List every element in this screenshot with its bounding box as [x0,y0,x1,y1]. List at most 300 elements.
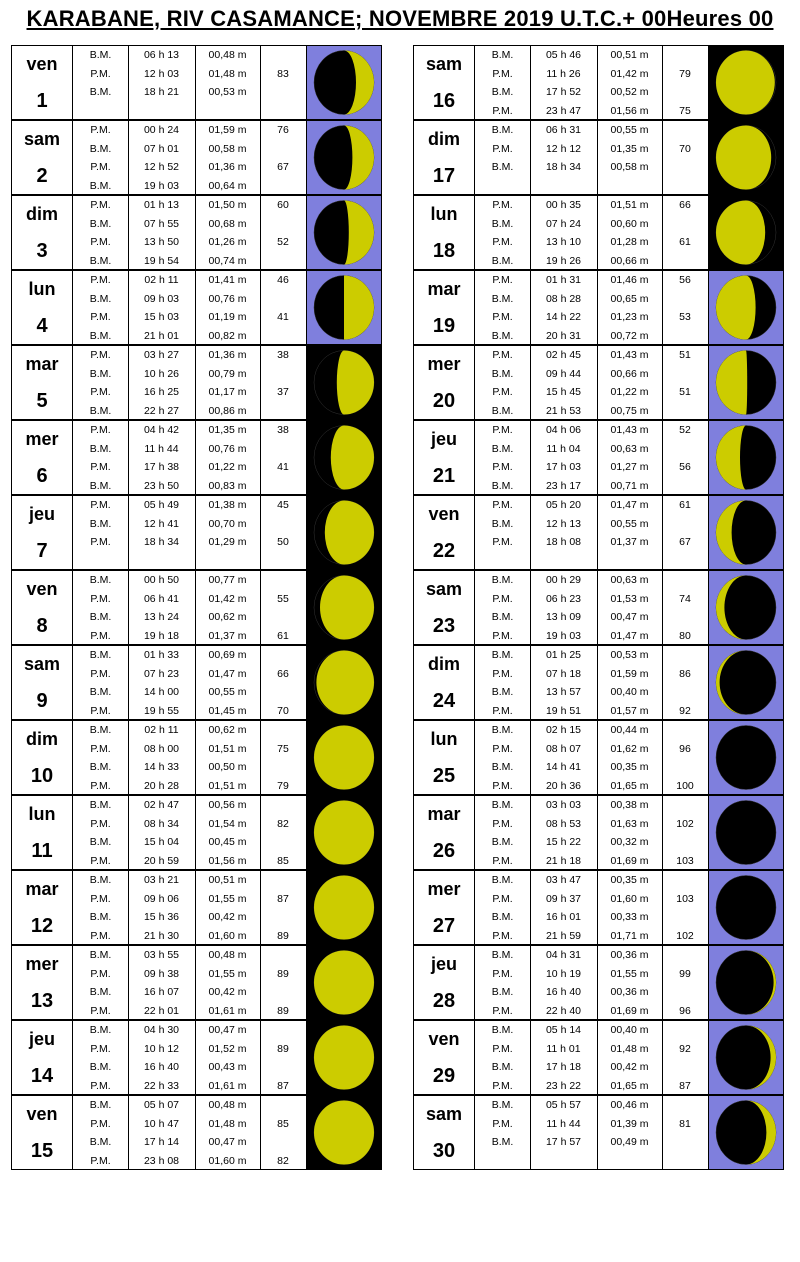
tide-time: 03 h 21 [143,874,180,886]
moon-phase-cell [709,271,783,344]
tide-coefficient: 87 [679,1079,691,1092]
tide-coefficient [663,721,707,740]
tide-type: B.M. [89,329,112,342]
tide-height: 01,35 m [208,424,247,436]
tide-coefficient [663,121,707,140]
tide-type: P.M. [492,104,513,117]
tide-coefficient: 92 [679,704,691,717]
day-cell [12,196,73,269]
moon-phase-icon [709,571,783,644]
tide-height: 00,62 m [208,611,247,623]
tide-time: 23 h 08 [143,1154,180,1167]
tide-type: B.M. [491,686,514,698]
tide-coefficient [663,796,707,815]
moon-phase-icon [709,496,783,569]
day-name: mar [25,879,59,899]
moon-phase-cell [307,946,381,1019]
tide-type: B.M. [89,1099,112,1111]
tide-type: P.M. [492,536,513,548]
day-row [413,270,784,345]
tide-time: 08 h 53 [545,817,582,830]
tide-time: 10 h 47 [143,1117,180,1130]
tide-coefficient [663,758,707,777]
tide-time: 18 h 34 [545,161,582,173]
tide-time: 16 h 01 [545,911,582,923]
tide-time: 17 h 03 [545,461,582,473]
tide-height: 00,42 m [610,1061,649,1073]
day-name: dim [25,204,58,224]
tide-time: 20 h 28 [143,779,180,792]
tide-height: 00,69 m [208,649,247,661]
tide-type: B.M. [89,1061,112,1073]
moon-phase-icon [709,196,783,269]
tide-time: 14 h 22 [545,311,582,323]
tide-coefficient [261,1021,305,1040]
tide-type: P.M. [492,817,513,830]
tide-height: 01,48 m [208,67,247,80]
moon-phase-icon [307,346,381,419]
moon-phase-icon [307,871,381,944]
moon-phase-icon [307,571,381,644]
tide-coefficient [663,1096,707,1115]
tide-coefficient: 41 [277,461,289,473]
moon-phase-icon [709,421,783,494]
day-number: 5 [36,390,48,412]
tide-time: 21 h 30 [143,929,180,942]
tide-time: 09 h 38 [143,967,180,980]
day-cell [414,121,475,194]
tide-type: B.M. [491,611,514,623]
tide-height: 01,71 m [610,929,649,942]
day-name: dim [427,654,460,674]
tide-coefficient: 70 [679,142,691,155]
tide-type: B.M. [491,161,514,173]
tide-time: 19 h 03 [545,629,582,642]
tide-height: 01,35 m [610,142,649,155]
tide-coefficient [663,46,707,65]
tide-time: 09 h 44 [545,367,582,380]
moon-phase-cell [709,421,783,494]
day-row [11,270,382,345]
tide-time: 11 h 44 [546,1117,581,1130]
tide-type: P.M. [90,1042,111,1055]
tide-height: 01,39 m [610,1117,649,1130]
tide-type: P.M. [90,704,111,717]
tide-type: B.M. [491,217,514,230]
tide-coefficient: 86 [679,667,691,680]
tide-type: B.M. [89,874,112,886]
day-number: 12 [30,915,54,937]
day-name: lun [430,729,458,749]
moon-phase-icon [709,946,783,1019]
tide-type: B.M. [491,836,514,848]
tide-coefficient [663,683,707,702]
tide-time: 14 h 41 [545,761,582,773]
tide-type: B.M. [491,724,514,736]
tide-type: B.M. [491,404,514,417]
day-row [11,1020,382,1095]
tide-type: P.M. [90,629,111,642]
tide-type: B.M. [89,86,112,98]
moon-phase-cell [307,1021,381,1094]
tide-height: 01,42 m [610,67,649,80]
tide-type: B.M. [89,761,112,773]
tide-time: 22 h 40 [545,1004,582,1017]
tide-height: 00,76 m [208,442,247,455]
tide-coefficient [663,365,707,384]
tide-type: B.M. [491,124,514,136]
day-cell [414,796,475,869]
moon-phase-cell [307,871,381,944]
day-row [11,120,382,195]
day-cell [414,946,475,1019]
day-cell [414,271,475,344]
day-cell [12,346,73,419]
tide-type: P.M. [90,779,111,792]
day-cell [12,646,73,719]
tide-coefficient: 96 [679,1004,691,1017]
tide-height: 00,47 m [208,1136,247,1148]
tide-type: B.M. [491,874,514,886]
day-number: 19 [432,315,456,337]
tide-coefficient [261,683,305,702]
tide-type: B.M. [491,1099,514,1111]
tide-time: 19 h 55 [143,704,180,717]
tide-coefficient [663,833,707,852]
tide-coefficient [663,1058,707,1077]
tide-time: 14 h 00 [143,686,180,698]
tide-height: 01,48 m [610,1042,649,1055]
tide-type: B.M. [491,1024,514,1036]
tide-time: 12 h 41 [143,517,180,530]
tide-height: 00,38 m [610,799,649,811]
tide-coefficient: 87 [277,892,289,905]
day-number: 24 [432,690,456,712]
tide-type: P.M. [90,1117,111,1130]
tide-coefficient: 79 [679,67,691,80]
day-row [11,45,382,120]
tide-height: 00,36 m [610,949,649,961]
tide-type: B.M. [89,836,112,848]
day-number: 23 [432,615,456,637]
tide-height: 01,62 m [610,742,649,755]
tide-height: 00,56 m [208,799,247,811]
moon-phase-icon [307,1096,381,1169]
tide-height: 01,47 m [610,499,649,511]
tide-height: 00,72 m [610,329,649,342]
tide-time: 04 h 30 [143,1024,180,1036]
tide-time: 11 h 01 [546,1042,581,1055]
tide-coefficient: 70 [277,704,289,717]
moon-phase-cell [307,421,381,494]
tide-time: 10 h 12 [143,1042,180,1055]
day-number: 28 [432,990,456,1012]
tide-coefficient: 89 [277,929,289,942]
tide-type: P.M. [90,742,111,755]
moon-phase-icon [709,1096,783,1169]
tide-time: 19 h 03 [143,179,180,192]
tide-time: 07 h 01 [143,142,180,155]
tide-coefficient: 53 [679,311,691,323]
tide-time: 12 h 12 [545,142,582,155]
tide-type: P.M. [90,499,111,511]
day-number: 11 [31,840,53,862]
page-title: KARABANE, RIV CASAMANCE; NOVEMBRE 2019 U.T.C.+ 00Heures 00 [26,6,774,31]
tide-height: 01,56 m [208,854,247,867]
tide-coefficient: 99 [679,967,691,980]
tide-type: B.M. [491,479,514,492]
tide-type: P.M. [492,967,513,980]
tide-time: 08 h 28 [545,292,582,305]
tide-type: P.M. [492,499,513,511]
tide-height: 01,65 m [610,1079,649,1092]
tide-type: B.M. [89,292,112,305]
tide-type: P.M. [492,892,513,905]
tide-time: 17 h 52 [545,86,582,98]
tide-coefficient [663,477,707,496]
day-cell [12,421,73,494]
tide-height: 01,28 m [610,236,649,248]
tide-coefficient: 51 [679,386,691,398]
tide-type: P.M. [90,929,111,942]
tide-time: 13 h 24 [143,611,180,623]
tide-coefficient [261,983,305,1002]
tide-coefficient: 41 [277,311,289,323]
moon-phase-icon [709,121,783,194]
tide-time: 18 h 08 [545,536,582,548]
day-name: mar [427,804,461,824]
tide-type: B.M. [491,292,514,305]
tide-type: P.M. [492,1042,513,1055]
tide-type: B.M. [491,574,514,586]
tide-type: B.M. [89,142,112,155]
tide-time: 11 h 44 [144,442,179,455]
tide-height: 00,33 m [610,911,649,923]
tide-height: 01,38 m [208,499,247,511]
tide-coefficient [261,83,305,102]
day-number: 10 [30,765,54,787]
day-number: 6 [36,465,48,487]
day-number: 16 [432,90,456,112]
tide-time: 12 h 03 [143,67,180,80]
tide-height: 01,55 m [208,967,247,980]
tide-time: 00 h 24 [143,124,180,136]
tide-type: P.M. [90,817,111,830]
tide-type: P.M. [492,461,513,473]
tide-type: B.M. [89,479,112,492]
moon-phase-icon [307,271,381,344]
tide-type: P.M. [492,592,513,605]
tide-height: 00,76 m [208,292,247,305]
tide-type: P.M. [90,274,111,286]
tide-type: B.M. [491,86,514,98]
tide-height: 00,60 m [610,217,649,230]
tide-type: P.M. [90,1154,111,1167]
tide-coefficient: 38 [277,424,289,436]
tide-coefficient [663,440,707,459]
tide-type: P.M. [492,274,513,286]
moon-phase-icon [709,46,783,119]
tide-height: 01,22 m [208,461,247,473]
tide-coefficient [663,983,707,1002]
tide-type: B.M. [89,574,112,586]
tide-type: B.M. [491,649,514,661]
tide-coefficient [261,177,305,196]
tide-type: B.M. [491,254,514,267]
tide-coefficient [261,796,305,815]
tide-type: P.M. [90,349,111,361]
moon-phase-cell [307,796,381,869]
tide-time: 15 h 03 [143,311,180,323]
tide-height: 01,60 m [208,1154,247,1167]
tide-coefficient: 85 [277,854,289,867]
tide-coefficient: 60 [277,199,289,211]
day-cell [414,346,475,419]
tide-type: B.M. [491,329,514,342]
moon-phase-cell [307,1096,381,1169]
moon-phase-cell [307,271,381,344]
tide-type: B.M. [491,986,514,998]
tide-time: 12 h 52 [143,161,180,173]
day-cell [414,1021,475,1094]
day-row [11,795,382,870]
day-name: jeu [430,954,457,974]
tide-coefficient [261,1096,305,1115]
tide-time: 17 h 18 [545,1061,582,1073]
tide-coefficient: 103 [676,892,694,905]
tide-time: 17 h 38 [143,461,180,473]
tide-coefficient [261,571,305,590]
moon-phase-cell [709,571,783,644]
tide-height: 01,59 m [208,124,247,136]
tide-height: 01,37 m [208,629,247,642]
tide-height: 01,61 m [208,1079,247,1092]
tide-time: 17 h 57 [545,1136,582,1148]
tide-height: 00,44 m [610,724,649,736]
day-name: sam [425,579,463,599]
tide-time: 21 h 01 [143,329,180,342]
tide-coefficient [261,608,305,627]
tide-coefficient [663,290,707,309]
moon-phase-icon [709,646,783,719]
tide-height: 00,75 m [610,404,649,417]
tide-height: 00,79 m [208,367,247,380]
tide-time: 07 h 55 [143,217,180,230]
tide-time: 09 h 06 [143,892,180,905]
tide-time: 15 h 36 [143,911,180,923]
tide-type: P.M. [492,1117,513,1130]
tide-type: P.M. [492,629,513,642]
tide-type: B.M. [491,442,514,455]
tide-time: 23 h 22 [545,1079,582,1092]
tide-coefficient: 61 [679,499,691,511]
tide-type: P.M. [492,349,513,361]
day-name: lun [430,204,458,224]
tide-height: 00,35 m [610,874,649,886]
tide-type: B.M. [89,799,112,811]
tide-height: 00,48 m [208,49,247,61]
tide-time: 10 h 19 [545,967,582,980]
tide-type: B.M. [89,611,112,623]
tide-type: P.M. [90,199,111,211]
moon-phase-icon [709,796,783,869]
tide-coefficient: 81 [679,1117,691,1130]
tide-type: B.M. [89,724,112,736]
tide-height: 01,43 m [610,349,649,361]
tide-coefficient [663,215,707,234]
moon-phase-icon [709,871,783,944]
tide-coefficient [663,571,707,590]
tide-type: P.M. [492,1079,513,1092]
moon-phase-icon [307,121,381,194]
tide-coefficient [663,1133,707,1152]
tide-coefficient [663,252,707,271]
tide-time: 21 h 53 [545,404,582,417]
tide-type: B.M. [89,911,112,923]
tide-coefficient: 61 [679,236,691,248]
tide-type: P.M. [90,1004,111,1017]
day-name: mar [25,354,59,374]
tide-height: 00,63 m [610,442,649,455]
moon-phase-icon [307,946,381,1019]
tide-height: 01,47 m [208,667,247,680]
tide-time: 07 h 18 [545,667,582,680]
day-number: 15 [30,1140,54,1162]
tide-type: B.M. [491,1061,514,1073]
tide-height: 00,32 m [610,836,649,848]
tide-coefficient: 66 [679,199,691,211]
tide-coefficient [261,290,305,309]
tide-height: 00,53 m [610,649,649,661]
tide-coefficient: 52 [679,424,691,436]
tide-time: 23 h 50 [143,479,180,492]
tide-height: 00,53 m [208,86,247,98]
tide-height: 00,65 m [610,292,649,305]
day-name: mer [25,954,59,974]
tide-coefficient: 67 [679,536,691,548]
day-name: mer [25,429,59,449]
tide-coefficient [261,758,305,777]
day-cell [414,1096,475,1169]
tide-time: 08 h 34 [143,817,180,830]
tide-height: 00,86 m [208,404,247,417]
day-name: sam [425,1104,463,1124]
moon-phase-cell [709,196,783,269]
day-number: 9 [36,690,48,712]
tide-height: 01,29 m [208,536,247,548]
tide-time: 07 h 24 [545,217,582,230]
tide-height: 01,41 m [208,274,247,286]
tide-coefficient: 38 [277,349,289,361]
tide-time: 23 h 17 [545,479,582,492]
tide-coefficient [663,908,707,927]
tide-height: 00,77 m [208,574,247,586]
day-number: 1 [36,90,48,112]
tide-coefficient: 87 [277,1079,289,1092]
moon-phase-cell [307,496,381,569]
day-name: ven [428,1029,460,1049]
tide-type: B.M. [89,442,112,455]
tide-time: 01 h 33 [143,649,180,661]
tide-coefficient [663,83,707,102]
tide-coefficient: 80 [679,629,691,642]
tide-height: 01,69 m [610,1004,649,1017]
tide-type: P.M. [492,424,513,436]
day-row [413,345,784,420]
tide-type: P.M. [492,779,513,792]
tide-coefficient [663,1021,707,1040]
tide-time: 16 h 40 [545,986,582,998]
